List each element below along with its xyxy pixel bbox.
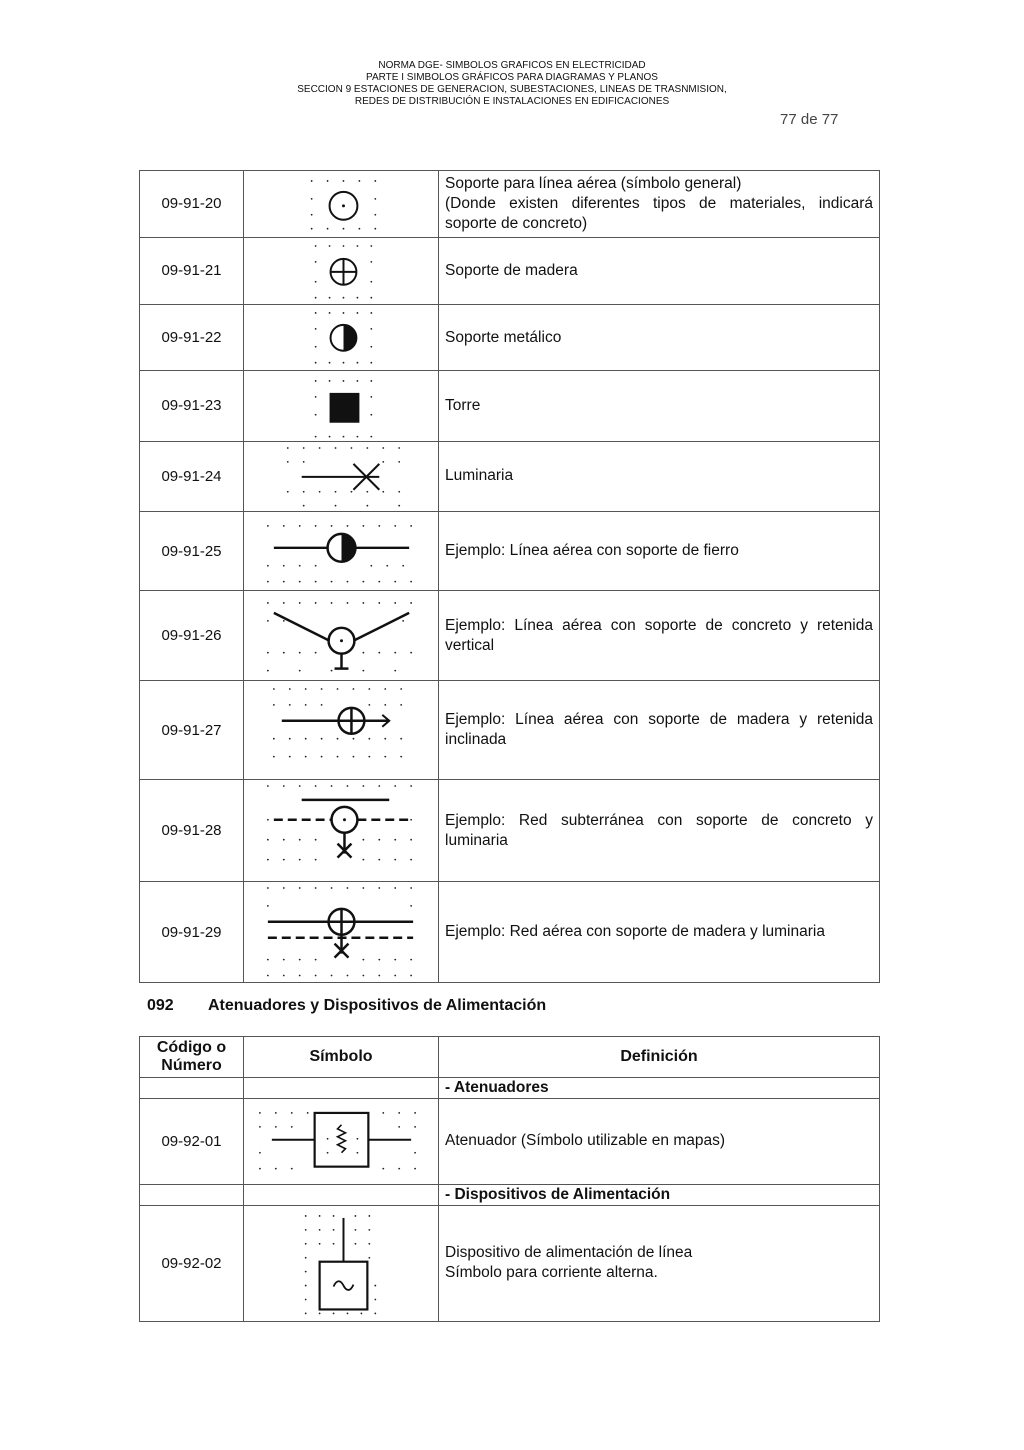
subheading-row bbox=[140, 1078, 880, 1099]
table-row bbox=[140, 590, 880, 681]
support-general-icon bbox=[244, 171, 438, 237]
table-row bbox=[140, 441, 880, 512]
header-line-3: SECCION 9 ESTACIONES DE GENERACION, SUBESTACIONES, LINEAS DE TRASNMISION, bbox=[297, 84, 727, 95]
section-title: Atenuadores y Dispositivos de Alimentación bbox=[208, 997, 547, 1014]
wood-support-icon bbox=[244, 238, 438, 305]
symbol-cell bbox=[244, 305, 439, 371]
table-row bbox=[140, 305, 880, 371]
definition-cell: Ejemplo: Línea aérea con soporte de concreto y retenida vertical bbox=[439, 590, 880, 681]
header-symbol: Símbolo bbox=[244, 1037, 439, 1078]
definition-cell: Ejemplo: Red aérea con soporte de madera y luminaria bbox=[439, 882, 880, 982]
table-header-row bbox=[140, 1037, 880, 1078]
empty-cell bbox=[244, 1078, 439, 1099]
symbol-cell bbox=[244, 512, 439, 591]
metal-support-icon bbox=[244, 305, 438, 370]
definition-cell: Soporte metálico bbox=[439, 305, 880, 371]
symbol-cell bbox=[244, 171, 439, 238]
luminaire-icon bbox=[244, 442, 438, 512]
code-cell: 09-91-29 bbox=[140, 882, 244, 982]
symbol-cell bbox=[244, 779, 439, 881]
definition-cell: Ejemplo: Línea aérea con soporte de fierro bbox=[439, 512, 880, 591]
table-row bbox=[140, 512, 880, 591]
aerial-wood-luminaire-icon bbox=[244, 882, 438, 981]
table-row bbox=[140, 681, 880, 779]
definition-cell: Ejemplo: Red subterránea con soporte de concreto y luminaria bbox=[439, 779, 880, 881]
tower-icon bbox=[244, 371, 438, 441]
definition-cell: Torre bbox=[439, 370, 880, 441]
symbol-cell bbox=[244, 681, 439, 779]
symbol-cell bbox=[244, 882, 439, 982]
line-wood-inclined-guy-icon bbox=[244, 681, 438, 778]
table-row bbox=[140, 237, 880, 305]
code-cell: 09-91-27 bbox=[140, 681, 244, 779]
symbol-cell bbox=[244, 237, 439, 305]
table-row bbox=[140, 779, 880, 881]
definition-cell bbox=[439, 171, 880, 238]
table-row bbox=[140, 1205, 880, 1321]
subheading-row bbox=[140, 1184, 880, 1205]
table-row bbox=[140, 1099, 880, 1185]
subheading-attenuators: - Atenuadores bbox=[439, 1078, 880, 1099]
definition-cell: Ejemplo: Línea aérea con soporte de madera y retenida inclinada bbox=[439, 681, 880, 779]
document-header bbox=[0, 60, 1024, 108]
code-cell: 09-91-26 bbox=[140, 590, 244, 681]
header-code: Código o Número bbox=[140, 1037, 244, 1078]
code-cell: 09-91-25 bbox=[140, 512, 244, 591]
underground-concrete-luminaire-icon bbox=[244, 780, 438, 881]
definition-text: Soporte para línea aérea (símbolo general) (Donde existen diferentes tipos de materiales, indicará soporte de concreto) bbox=[445, 174, 873, 232]
subheading-feed-devices: - Dispositivos de Alimentación bbox=[439, 1184, 880, 1205]
definition-cell: Luminaria bbox=[439, 441, 880, 512]
code-cell: 09-91-23 bbox=[140, 370, 244, 441]
code-cell: 09-91-20 bbox=[140, 171, 244, 238]
symbols-table-092 bbox=[139, 1036, 880, 1322]
code-cell: 09-91-24 bbox=[140, 441, 244, 512]
empty-cell bbox=[244, 1184, 439, 1205]
definition-cell: Soporte de madera bbox=[439, 237, 880, 305]
symbol-cell bbox=[244, 1099, 439, 1185]
section-number: 092 bbox=[147, 997, 174, 1014]
line-concrete-vertical-guy-icon bbox=[244, 591, 438, 681]
attenuator-icon bbox=[244, 1099, 438, 1184]
definition-text: Dispositivo de alimentación de línea Símbolo para corriente alterna. bbox=[445, 1244, 693, 1282]
header-definition: Definición bbox=[439, 1037, 880, 1078]
empty-cell bbox=[140, 1184, 244, 1205]
section-heading bbox=[147, 997, 546, 1015]
code-cell: 09-91-22 bbox=[140, 305, 244, 371]
code-cell: 09-91-28 bbox=[140, 779, 244, 881]
header-line-4: REDES DE DISTRIBUCIÓN E INSTALACIONES EN EDIFICACIONES bbox=[354, 96, 670, 107]
symbols-table-091 bbox=[139, 170, 880, 983]
symbol-cell bbox=[244, 441, 439, 512]
definition-cell: Atenuador (Símbolo utilizable en mapas) bbox=[439, 1099, 880, 1185]
code-cell: 09-92-01 bbox=[140, 1099, 244, 1185]
header-line-1: NORMA DGE- SIMBOLOS GRAFICOS EN ELECTRICIDAD bbox=[378, 60, 646, 71]
ac-feed-device-icon bbox=[244, 1206, 438, 1321]
page-number: 77 de 77 bbox=[780, 111, 839, 128]
empty-cell bbox=[140, 1078, 244, 1099]
code-cell: 09-92-02 bbox=[140, 1205, 244, 1321]
symbol-cell bbox=[244, 1205, 439, 1321]
line-iron-support-icon bbox=[244, 512, 438, 590]
definition-cell bbox=[439, 1205, 880, 1321]
header-line-2: PARTE I SIMBOLOS GRÁFICOS PARA DIAGRAMAS Y PLANOS bbox=[366, 72, 658, 83]
code-cell: 09-91-21 bbox=[140, 237, 244, 305]
table-row bbox=[140, 370, 880, 441]
symbol-cell bbox=[244, 590, 439, 681]
table-row bbox=[140, 882, 880, 982]
symbol-cell bbox=[244, 370, 439, 441]
table-row bbox=[140, 171, 880, 238]
